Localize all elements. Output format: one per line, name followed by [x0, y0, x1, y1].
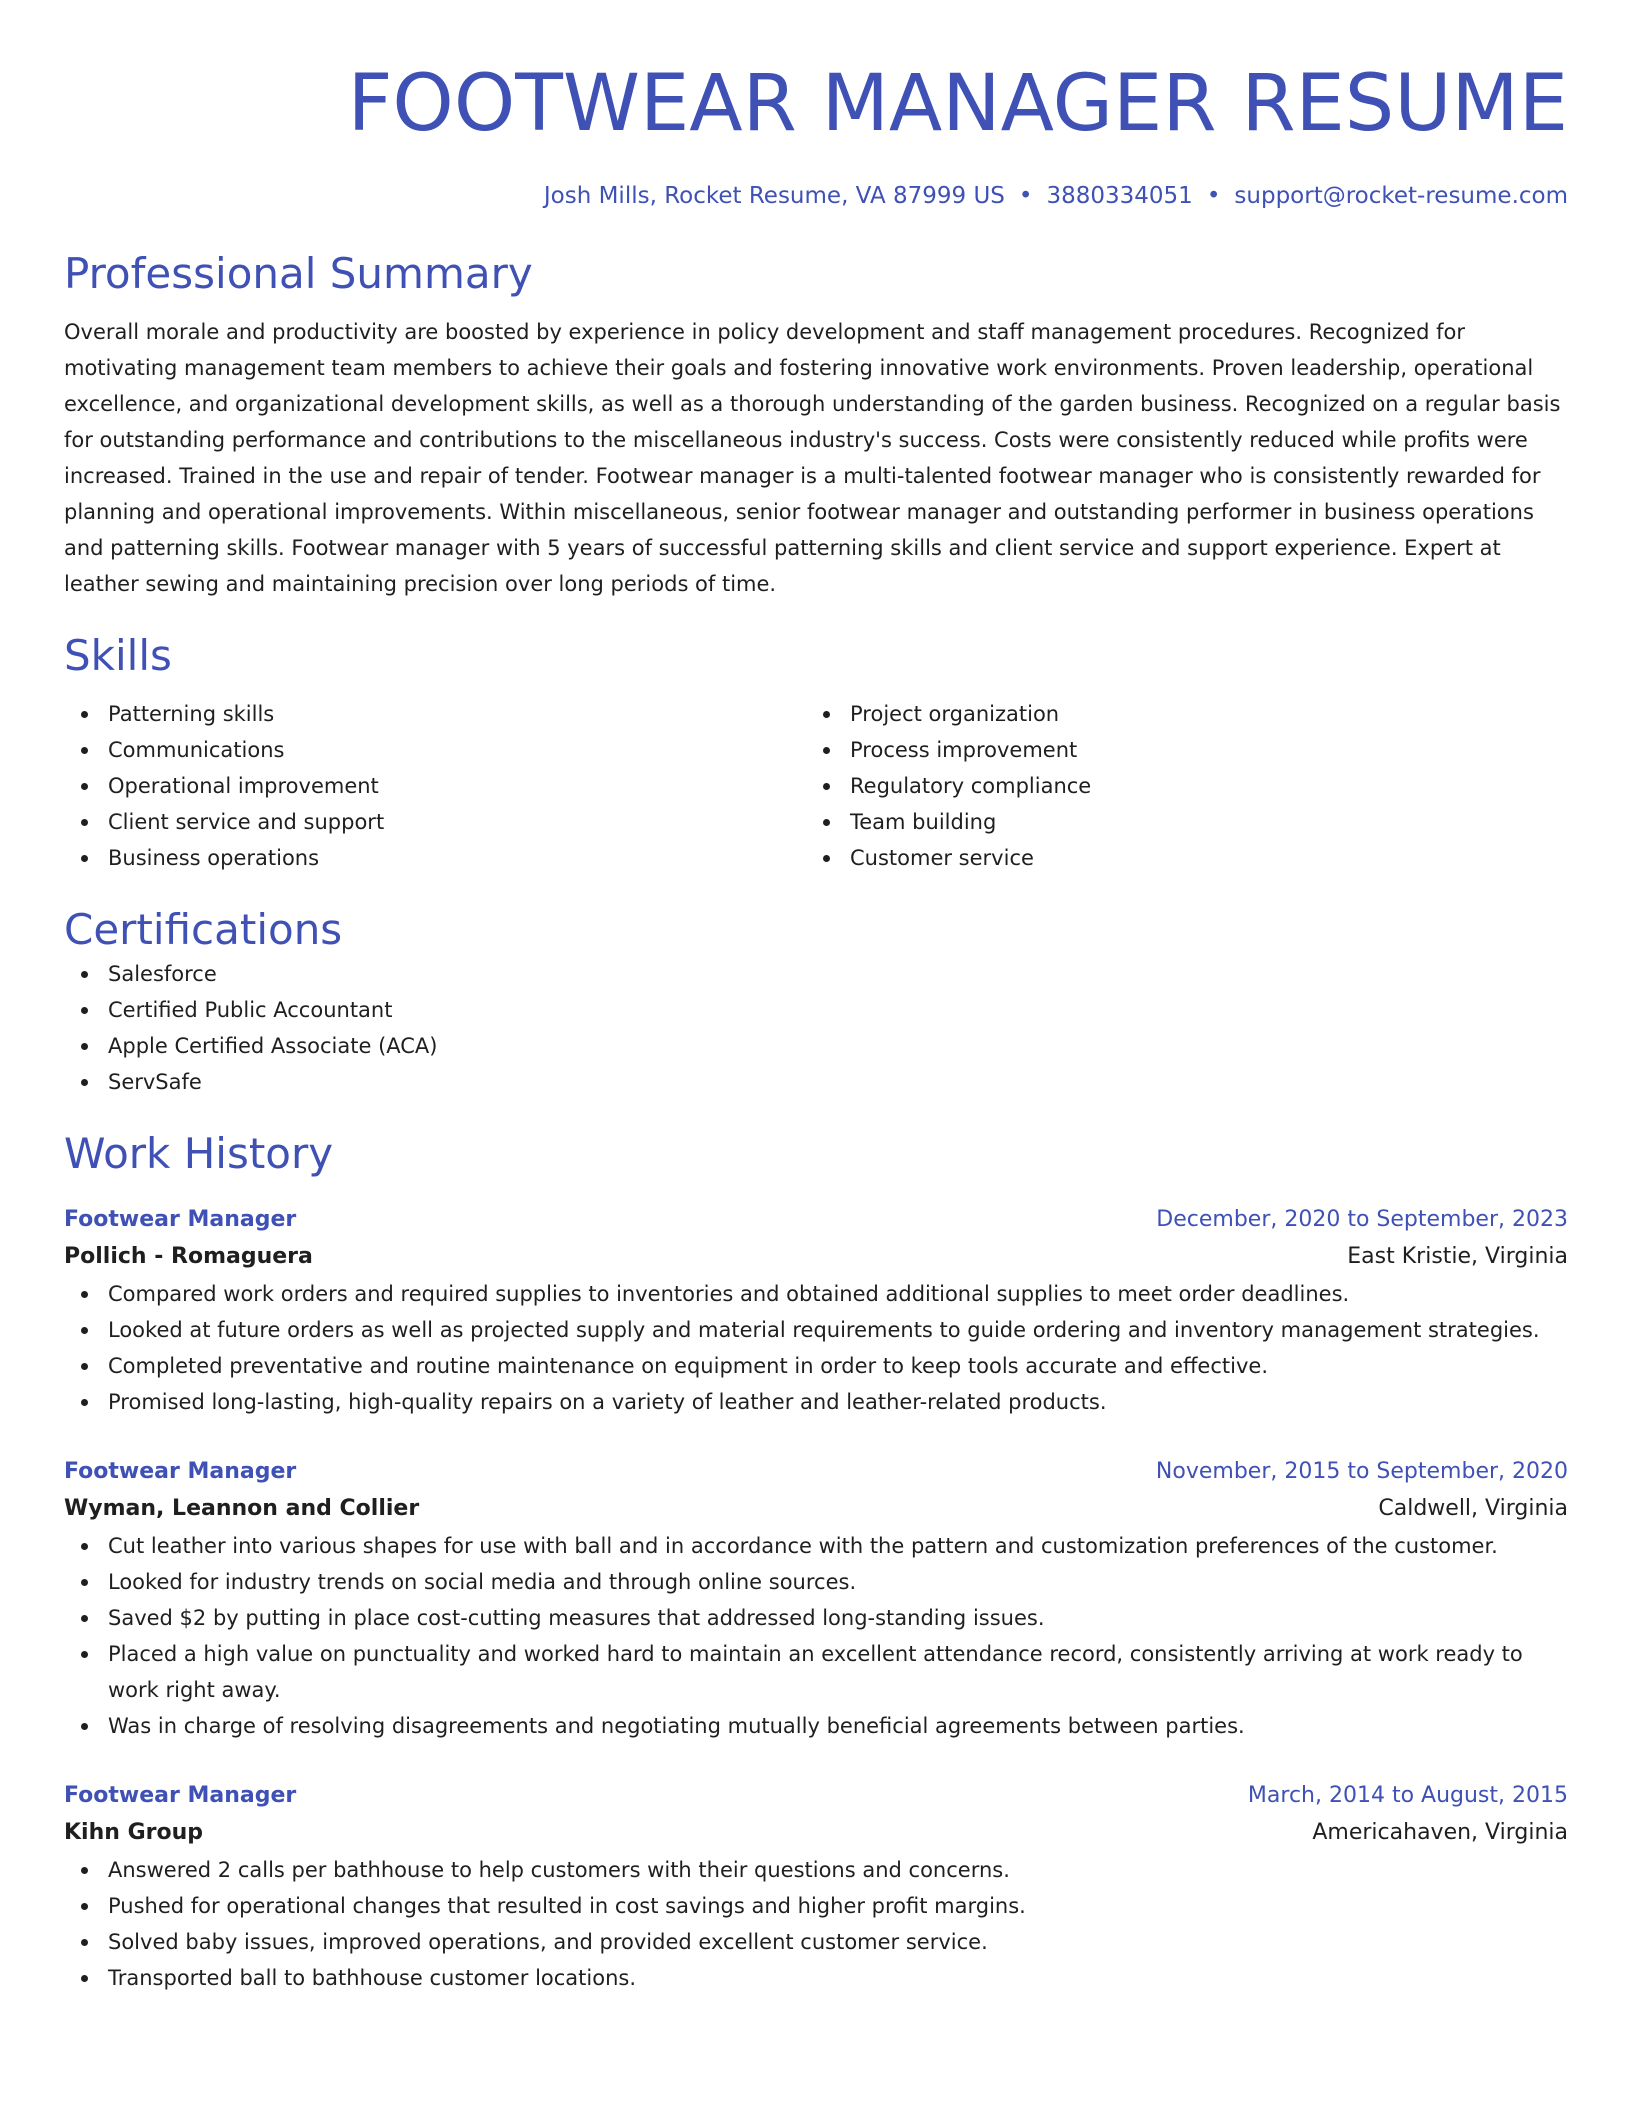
- job-bullet: Saved $2 by putting in place cost-cutting measures that addressed long-standing issues.: [64, 1600, 1568, 1636]
- job-bullet: Transported ball to bathhouse customer locations.: [64, 1960, 1568, 1996]
- job-entry: [64, 1778, 1568, 1996]
- job-bullet: Solved baby issues, improved operations, and provided excellent customer service.: [64, 1924, 1568, 1960]
- job-bullet: Placed a high value on punctuality and worked hard to maintain an excellent attendance record, consistently arriving at work ready to work right away.: [64, 1636, 1568, 1708]
- job-title: Footwear Manager: [64, 1207, 297, 1232]
- job-bullet: Looked at future orders as well as projected supply and material requirements to guide ordering and inventory management strategies.: [64, 1312, 1568, 1348]
- job-title: Footwear Manager: [64, 1459, 297, 1484]
- certification-item: ServSafe: [64, 1064, 1568, 1100]
- skills-list-left: [64, 696, 806, 876]
- job-bullet: Was in charge of resolving disagreements and negotiating mutually beneficial agreements between parties.: [64, 1708, 1568, 1744]
- job-company: Wyman, Leannon and Collier: [64, 1496, 420, 1521]
- certifications-heading: Certifications: [64, 905, 343, 954]
- job-bullets: [64, 1528, 1568, 1744]
- skill-item: Process improvement: [806, 732, 1548, 768]
- job-bullets: [64, 1276, 1568, 1420]
- contact-address: Josh Mills, Rocket Resume, VA 87999 US: [543, 183, 1005, 209]
- summary-heading: Professional Summary: [64, 249, 533, 298]
- skills-list-right: [806, 696, 1548, 876]
- summary-text: Overall morale and productivity are boosted by experience in policy development and staff management procedures. Recognized for motivating management team members to achieve their goals and fostering innovative work environments. Proven leadership, operational excellence, and organizational development skills, as well as a thorough understanding of the garden business. Recognized on a regular basis for outstanding performance and contributions to the miscellaneous industry's success. Costs were consistently reduced while profits were increased. Trained in the use and repair of tender. Footwear manager is a multi-talented footwear manager who is consistently rewarded for planning and operational improvements. Within miscellaneous, senior footwear manager and outstanding performer in business operations and patterning skills. Footwear manager with 5 years of successful patterning skills and client service and support experience. Expert at leather sewing and maintaining precision over long periods of time.: [64, 320, 1561, 596]
- skills-column-right: [806, 696, 1548, 876]
- job-dates: December, 2020 to September, 2023: [1156, 1207, 1568, 1232]
- contact-phone: 3880334051: [1046, 183, 1193, 209]
- job-dates: March, 2014 to August, 2015: [1247, 1783, 1568, 1808]
- job-company: Kihn Group: [64, 1820, 204, 1845]
- job-bullet: Compared work orders and required supplies to inventories and obtained additional supplies to meet order deadlines.: [64, 1276, 1568, 1312]
- job-header-row: [64, 1778, 1568, 1814]
- job-company-row: [64, 1814, 1568, 1852]
- job-entry: [64, 1202, 1568, 1420]
- work-history-heading: Work History: [64, 1129, 334, 1178]
- job-location: East Kristie, Virginia: [1347, 1244, 1568, 1269]
- skill-item: Team building: [806, 804, 1548, 840]
- job-company-row: [64, 1238, 1568, 1276]
- contact-line: [64, 180, 1568, 212]
- skill-item: Customer service: [806, 840, 1548, 876]
- certification-item: Salesforce: [64, 956, 1568, 992]
- job-bullet: Pushed for operational changes that resulted in cost savings and higher profit margins.: [64, 1888, 1568, 1924]
- job-entry: [64, 1454, 1568, 1744]
- skill-item: Project organization: [806, 696, 1548, 732]
- certification-item: Apple Certified Associate (ACA): [64, 1028, 1568, 1064]
- job-header-row: [64, 1202, 1568, 1238]
- contact-separator: •: [1018, 183, 1033, 209]
- job-header-row: [64, 1454, 1568, 1490]
- job-location: Americahaven, Virginia: [1312, 1820, 1568, 1845]
- skills-heading: Skills: [64, 631, 172, 680]
- skills-grid: [64, 696, 1568, 876]
- resume-title: FOOTWEAR MANAGER RESUME: [347, 59, 1568, 149]
- job-bullet: Cut leather into various shapes for use with ball and in accordance with the pattern and customization preferences of the customer.: [64, 1528, 1568, 1564]
- skill-item: Communications: [64, 732, 806, 768]
- job-bullet: Completed preventative and routine maintenance on equipment in order to keep tools accurate and effective.: [64, 1348, 1568, 1384]
- job-bullets: [64, 1852, 1568, 1996]
- contact-email: support@rocket-resume.com: [1234, 183, 1568, 209]
- job-location: Caldwell, Virginia: [1378, 1496, 1568, 1521]
- skill-item: Regulatory compliance: [806, 768, 1548, 804]
- skill-item: Operational improvement: [64, 768, 806, 804]
- skill-item: Business operations: [64, 840, 806, 876]
- contact-separator: •: [1206, 183, 1221, 209]
- job-title: Footwear Manager: [64, 1783, 297, 1808]
- job-dates: November, 2015 to September, 2020: [1155, 1459, 1568, 1484]
- job-bullet: Looked for industry trends on social media and through online sources.: [64, 1564, 1568, 1600]
- job-company-row: [64, 1490, 1568, 1528]
- skills-column-left: [64, 696, 806, 876]
- certification-item: Certified Public Accountant: [64, 992, 1568, 1028]
- job-bullet: Answered 2 calls per bathhouse to help customers with their questions and concerns.: [64, 1852, 1568, 1888]
- skill-item: Patterning skills: [64, 696, 806, 732]
- job-company: Pollich - Romaguera: [64, 1244, 313, 1269]
- job-bullet: Promised long-lasting, high-quality repairs on a variety of leather and leather-related products.: [64, 1384, 1568, 1420]
- skill-item: Client service and support: [64, 804, 806, 840]
- certifications-list: [64, 956, 1568, 1100]
